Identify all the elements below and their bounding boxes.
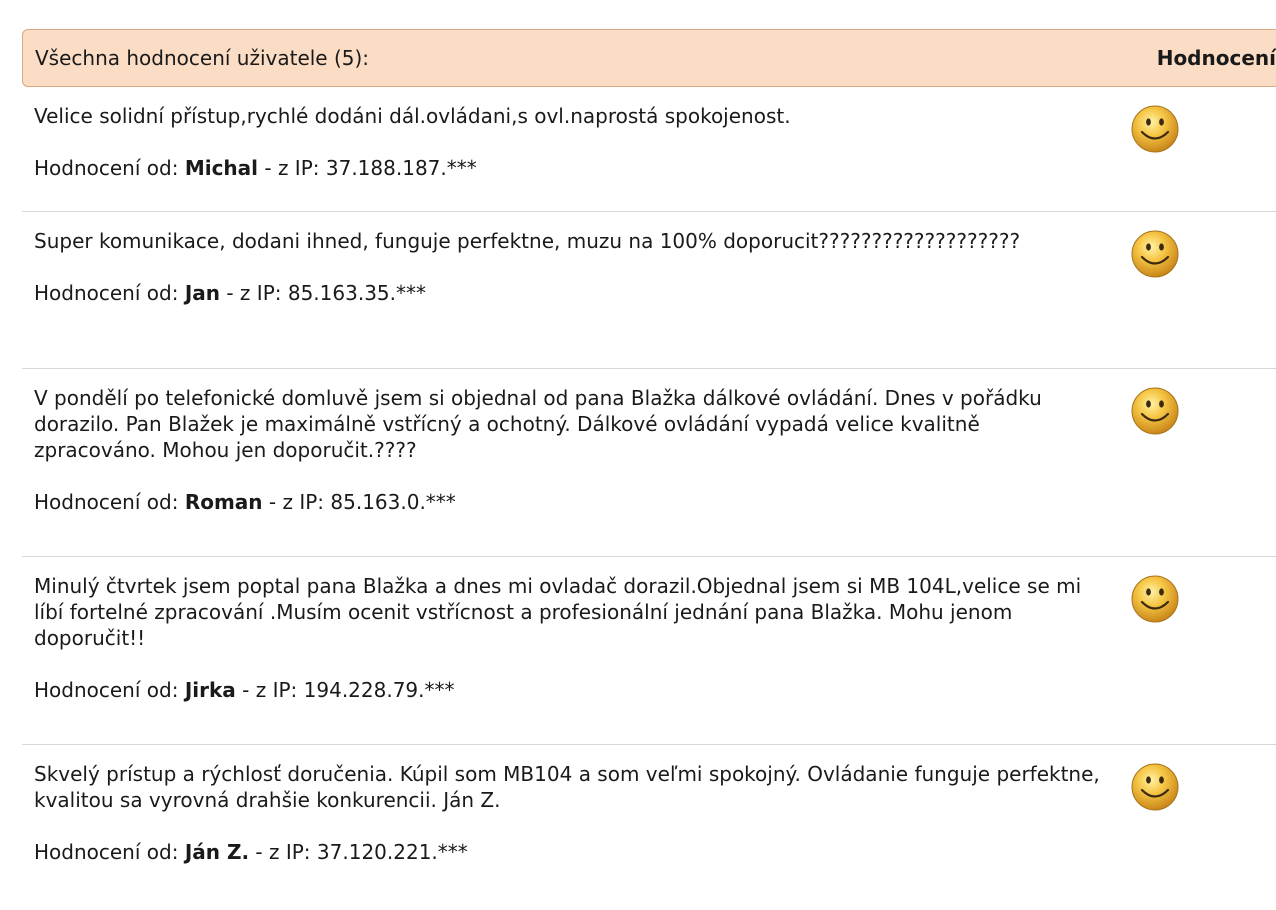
review-from-label: Hodnocení od: [34,678,179,702]
review-author-line [34,155,1276,181]
review-item [22,369,1276,557]
review-text: Velice solidní přístup,rychlé dodáni dál.ovládani,s ovl.naprostá spokojenost. [34,104,791,128]
review-author-line [34,677,1276,703]
review-from-label: Hodnocení od: [34,281,179,305]
rating-column-label: Hodnocení [1156,46,1276,70]
review-ip: 37.188.187.*** [325,156,477,180]
review-item [22,87,1276,212]
review-ip: 85.163.0.*** [330,490,456,514]
review-ip: 85.163.35.*** [287,281,427,305]
review-ip-label: - z IP: [255,840,311,864]
review-item [22,557,1276,745]
review-author-line [34,839,1276,865]
review-ip-label: - z IP: [242,678,298,702]
review-ip-label: - z IP: [268,490,325,514]
review-ip: 37.120.221.*** [316,840,468,864]
review-text: Super komunikace, dodani ihned, funguje perfektne, muzu na 100% doporucit??????????????????? [34,229,1021,253]
review-author: Michal [184,156,259,180]
review-author-line [34,489,1276,515]
review-text: V pondělí po telefonické domluvě jsem si objednal od pana Blažka dálkové ovládání. Dnes v pořádku dorazilo. Pan Blažek je maximálně vstřícný a ochotný. Dálkové ovládání vypadá velice kvalitně zpracováno. Mohou jen doporučit.???? [34,386,1042,462]
review-text: Skvelý prístup a rýchlosť doručenia. Kúpil som MB104 a som veľmi spokojný. Ovládanie funguje perfektne, kvalitou sa vyrovná drahšie konkurencii. Ján Z. [34,762,1100,812]
smiley-icon [1130,762,1180,812]
ratings-header [22,29,1276,87]
review-author: Roman [184,490,263,514]
smiley-icon [1130,574,1180,624]
review-item [22,745,1276,905]
review-ip: 194.228.79.*** [303,678,455,702]
smiley-icon [1130,104,1180,154]
review-author: Jan [184,281,220,305]
smiley-icon [1130,229,1180,279]
review-item [22,212,1276,369]
review-author-line [34,280,1276,306]
review-ip-label: - z IP: [264,156,320,180]
review-text: Minulý čtvrtek jsem poptal pana Blažka a dnes mi ovladač dorazil.Objednal jsem si MB 104L,velice se mi líbí fortelné zpracování .Musím ocenit vstřícnost a profesionální jednání pana Blažka. Mohu jenom doporučit!! [34,574,1082,650]
review-from-label: Hodnocení od: [34,490,179,514]
review-from-label: Hodnocení od: [34,156,179,180]
ratings-table [22,29,1276,905]
smiley-icon [1130,386,1180,436]
review-ip-label: - z IP: [226,281,282,305]
review-from-label: Hodnocení od: [34,840,179,864]
review-author: Ján Z. [184,840,250,864]
review-author: Jirka [184,678,236,702]
ratings-title: Všechna hodnocení uživatele (5): [35,46,370,70]
